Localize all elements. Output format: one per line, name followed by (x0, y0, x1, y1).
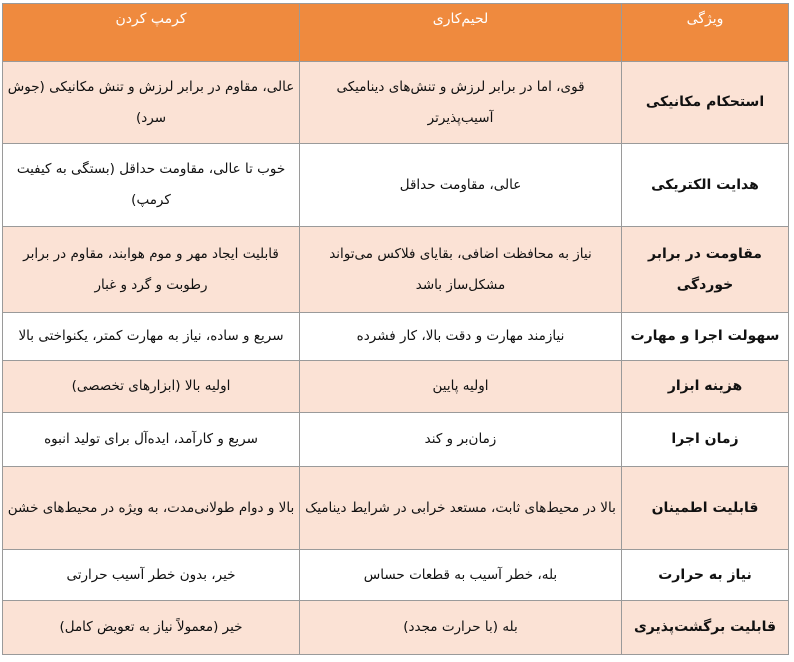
feature-cell: هدایت الکتریکی (622, 144, 789, 227)
soldering-cell: بالا در محیط‌های ثابت، مستعد خرابی در شرایط دینامیک (300, 467, 622, 550)
table-row (3, 601, 789, 655)
crimping-cell: خیر، بدون خطر آسیب حرارتی (3, 550, 300, 601)
header-row (3, 4, 789, 62)
table-row (3, 62, 789, 144)
table-row (3, 144, 789, 227)
feature-cell: استحکام مکانیکی (622, 62, 789, 144)
soldering-cell: بله، خطر آسیب به قطعات حساس (300, 550, 622, 601)
feature-cell: سهولت اجرا و مهارت (622, 313, 789, 361)
crimping-cell: سریع و ساده، نیاز به مهارت کمتر، یکنواختی بالا (3, 313, 300, 361)
header-crimping: کرمپ کردن (3, 4, 300, 62)
feature-cell: هزینه ابزار (622, 361, 789, 413)
crimping-cell: سریع و کارآمد، ایده‌آل برای تولید انبوه (3, 413, 300, 467)
crimping-cell: عالی، مقاوم در برابر لرزش و تنش مکانیکی (جوش سرد) (3, 62, 300, 144)
table-row (3, 227, 789, 313)
crimping-cell: قابلیت ایجاد مهر و موم هوابند، مقاوم در برابر رطوبت و گرد و غبار (3, 227, 300, 313)
crimping-cell: خوب تا عالی، مقاومت حداقل (بستگی به کیفیت کرمپ) (3, 144, 300, 227)
header-soldering: لحیم‌کاری (300, 4, 622, 62)
comparison-table (2, 3, 789, 655)
table-row (3, 467, 789, 550)
feature-cell: قابلیت اطمینان (622, 467, 789, 550)
table-row (3, 550, 789, 601)
soldering-cell: عالی، مقاومت حداقل (300, 144, 622, 227)
feature-cell: نیاز به حرارت (622, 550, 789, 601)
header-feature: ویژگی (622, 4, 789, 62)
table-row (3, 361, 789, 413)
feature-cell: قابلیت برگشت‌پذیری (622, 601, 789, 655)
feature-cell: زمان اجرا (622, 413, 789, 467)
table-row (3, 413, 789, 467)
feature-cell: مقاومت در برابر خوردگی (622, 227, 789, 313)
crimping-cell: بالا و دوام طولانی‌مدت، به ویژه در محیط‌های خشن (3, 467, 300, 550)
table-row (3, 313, 789, 361)
soldering-cell: زمان‌بر و کند (300, 413, 622, 467)
soldering-cell: قوی، اما در برابر لرزش و تنش‌های دینامیکی آسیب‌پذیرتر (300, 62, 622, 144)
crimping-cell: خیر (معمولاً نیاز به تعویض کامل) (3, 601, 300, 655)
soldering-cell: نیازمند مهارت و دقت بالا، کار فشرده (300, 313, 622, 361)
soldering-cell: بله (با حرارت مجدد) (300, 601, 622, 655)
soldering-cell: نیاز به محافظت اضافی، بقایای فلاکس می‌تواند مشکل‌ساز باشد (300, 227, 622, 313)
crimping-cell: اولیه بالا (ابزارهای تخصصی) (3, 361, 300, 413)
soldering-cell: اولیه پایین (300, 361, 622, 413)
